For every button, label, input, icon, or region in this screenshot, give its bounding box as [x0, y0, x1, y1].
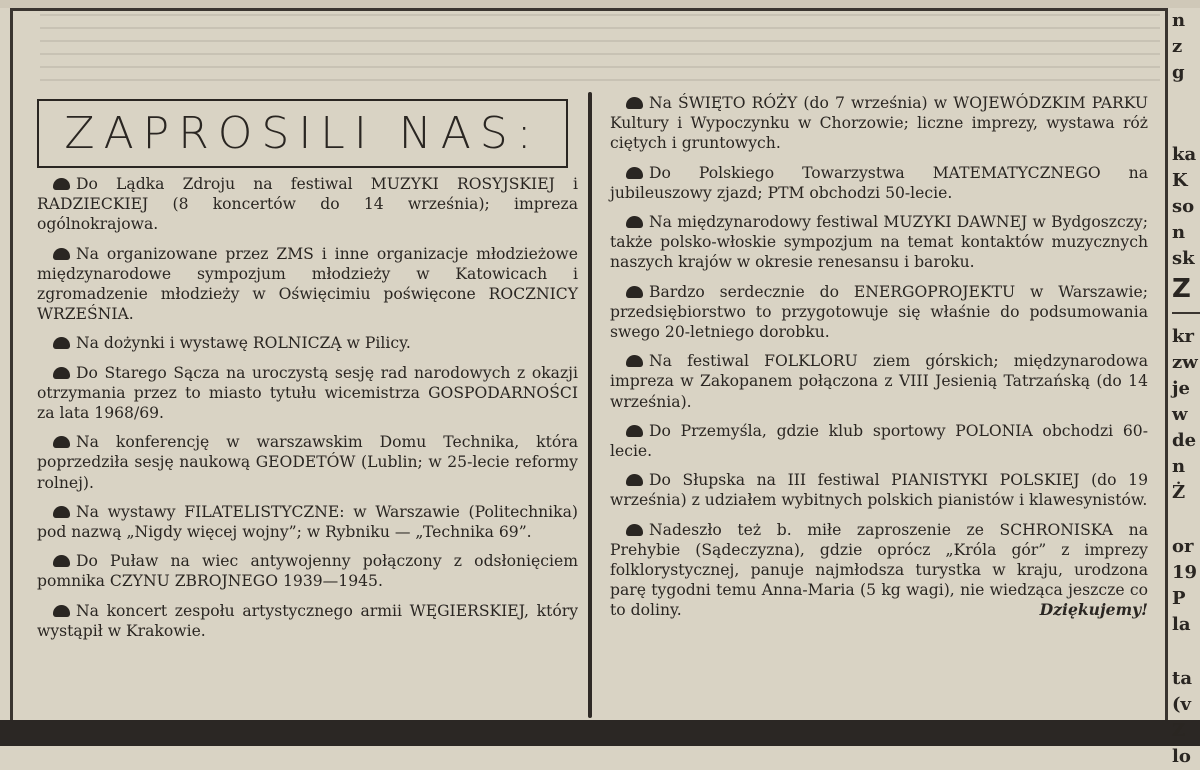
top-strip: [0, 0, 1200, 8]
list-item: Do Puław na wiec antywojenny połączony z odsłonięciem pomnika CZYNU ZBROJNEGO 1939—1945.: [37, 552, 578, 591]
right-column: [610, 93, 1148, 630]
left-column: [37, 174, 578, 650]
fragment-line: zw: [1172, 352, 1198, 373]
fragment-line: n: [1172, 456, 1186, 477]
fragment-line: Ż: [1172, 482, 1186, 503]
fragment-line: n: [1172, 10, 1186, 31]
bullet-icon: [53, 178, 70, 190]
fragment-line: (v: [1172, 694, 1191, 715]
fragment-line: lo: [1172, 746, 1191, 767]
bullet-icon: [626, 425, 643, 437]
fragment-rule: [1172, 312, 1200, 314]
list-item: Na organizowane przez ZMS i inne organizacje młodzieżowe międzynarodowe sympozjum młodzieży w Katowicach i zgromadzenie młodzieży w Oświęcimiu poświęcone ROCZNICY WRZEŚNIA.: [37, 244, 578, 324]
fragment-line: 19: [1172, 562, 1198, 583]
bullet-icon: [53, 367, 70, 379]
list-item: Na koncert zespołu artystycznego armii WĘGIERSKIEJ, który wystąpił w Krakowie.: [37, 601, 578, 640]
bullet-icon: [53, 555, 70, 567]
bullet-icon: [626, 355, 643, 367]
bullet-icon: [53, 506, 70, 518]
closing-thanks: Dziękujemy!: [1039, 600, 1148, 620]
fragment-line: z: [1172, 36, 1183, 57]
bullet-icon: [53, 337, 70, 349]
fragment-line: je: [1172, 378, 1190, 399]
bullet-icon: [626, 524, 643, 536]
fragment-line: so: [1172, 196, 1195, 217]
list-item: Na międzynarodowy festiwal MUZYKI DAWNEJ w Bydgoszczy; także polsko-włoskie sympozjum na temat kontaktów muzycznych naszych krajów w okresie renesansu i baroku.: [610, 213, 1148, 272]
fragment-line: de: [1172, 430, 1197, 451]
bullet-icon: [53, 605, 70, 617]
list-item: Do Polskiego Towarzystwa MATEMATYCZNEGO na jubileuszowy zjazd; PTM obchodzi 50-lecie.: [610, 163, 1148, 202]
bullet-icon: [53, 248, 70, 260]
fragment-line: n: [1172, 222, 1186, 243]
fragment-line: or: [1172, 536, 1194, 557]
bullet-icon: [626, 286, 643, 298]
list-item: Na festiwal FOLKLORU ziem górskich; międzynarodowa impreza w Zakopanem połączona z VIII Jesienią Tatrzańską (do 14 września).: [610, 352, 1148, 411]
bullet-icon: [53, 436, 70, 448]
fragment-line: w: [1172, 404, 1188, 425]
fragment-line: la: [1172, 614, 1191, 635]
list-item: Bardzo serdecznie do ENERGOPROJEKTU w Warszawie; przedsiębiorstwo to przygotowuje się właśnie do podsumowania swego 20-letniego dorobku.: [610, 282, 1148, 342]
list-item: Na wystawy FILATELISTYCZNE: w Warszawie (Politechnika) pod nazwą „Nigdy więcej wojny”; w Rybniku — „Technika 69”.: [37, 502, 578, 542]
list-item: Do Lądka Zdroju na festiwal MUZYKI ROSYJSKIEJ i RADZIECKIEJ (8 koncertów do 14 września); impreza ogólnokrajowa.: [37, 175, 578, 234]
fragment-line: g: [1172, 62, 1185, 83]
fragment-line: sk: [1172, 248, 1195, 269]
article-title: ZAPROSILI NAS:: [64, 108, 541, 159]
adjacent-column-fragment: [1172, 8, 1200, 767]
fragment-line: ka: [1172, 144, 1197, 165]
bullet-icon: [626, 97, 643, 109]
bullet-icon: [626, 167, 643, 179]
bottom-band: [0, 720, 1200, 746]
list-item: Nadeszło też b. miłe zaproszenie ze SCHRONISKA na Prehybie (Sądeczyzna), gdzie oprócz „Króla gór” z imprezy folklorystycznej, panuje najmłodsza turystka w kraju, urodzona parę tygodni temu Anna-Maria (5 kg wagi), nie wiedząca jeszcze co to doliny. Dziękujemy!: [610, 520, 1148, 620]
list-item: Na konferencję w warszawskim Domu Technika, która poprzedziła sesję naukową GEODETÓW (Lublin; w 25-lecie reformy rolnej).: [37, 433, 578, 492]
fragment-line: P: [1172, 588, 1186, 609]
list-item: Do Starego Sącza na uroczystą sesję rad narodowych z okazji otrzymania przez to miasto tytułu wicemistrza GOSPODARNOŚCI za lata 1968/69.: [37, 363, 578, 423]
fragment-line: kr: [1172, 326, 1194, 347]
list-item: Do Słupska na III festiwal PIANISTYKI POLSKIEJ (do 19 września) z udziałem wybitnych polskich pianistów i klawesynistów.: [610, 471, 1148, 510]
bullet-icon: [626, 216, 643, 228]
column-divider: [588, 92, 592, 718]
fragment-line: ta: [1172, 668, 1192, 689]
list-item: Do Przemyśla, gdzie klub sportowy POLONIA obchodzi 60-lecie.: [610, 421, 1148, 461]
fragment-line: Z: [1172, 720, 1186, 741]
fragment-line: K: [1172, 170, 1188, 191]
list-item: Na dożynki i wystawę ROLNICZĄ w Pilicy.: [37, 333, 578, 353]
bullet-icon: [626, 474, 643, 486]
title-box: [37, 99, 568, 168]
list-item: Na ŚWIĘTO RÓŻY (do 7 września) w WOJEWÓDZKIM PARKU Kultury i Wypoczynku w Chorzowie; liczne imprezy, wystawa róż ciętych i gruntowych.: [610, 94, 1148, 153]
fragment-heading: Z: [1172, 274, 1191, 304]
